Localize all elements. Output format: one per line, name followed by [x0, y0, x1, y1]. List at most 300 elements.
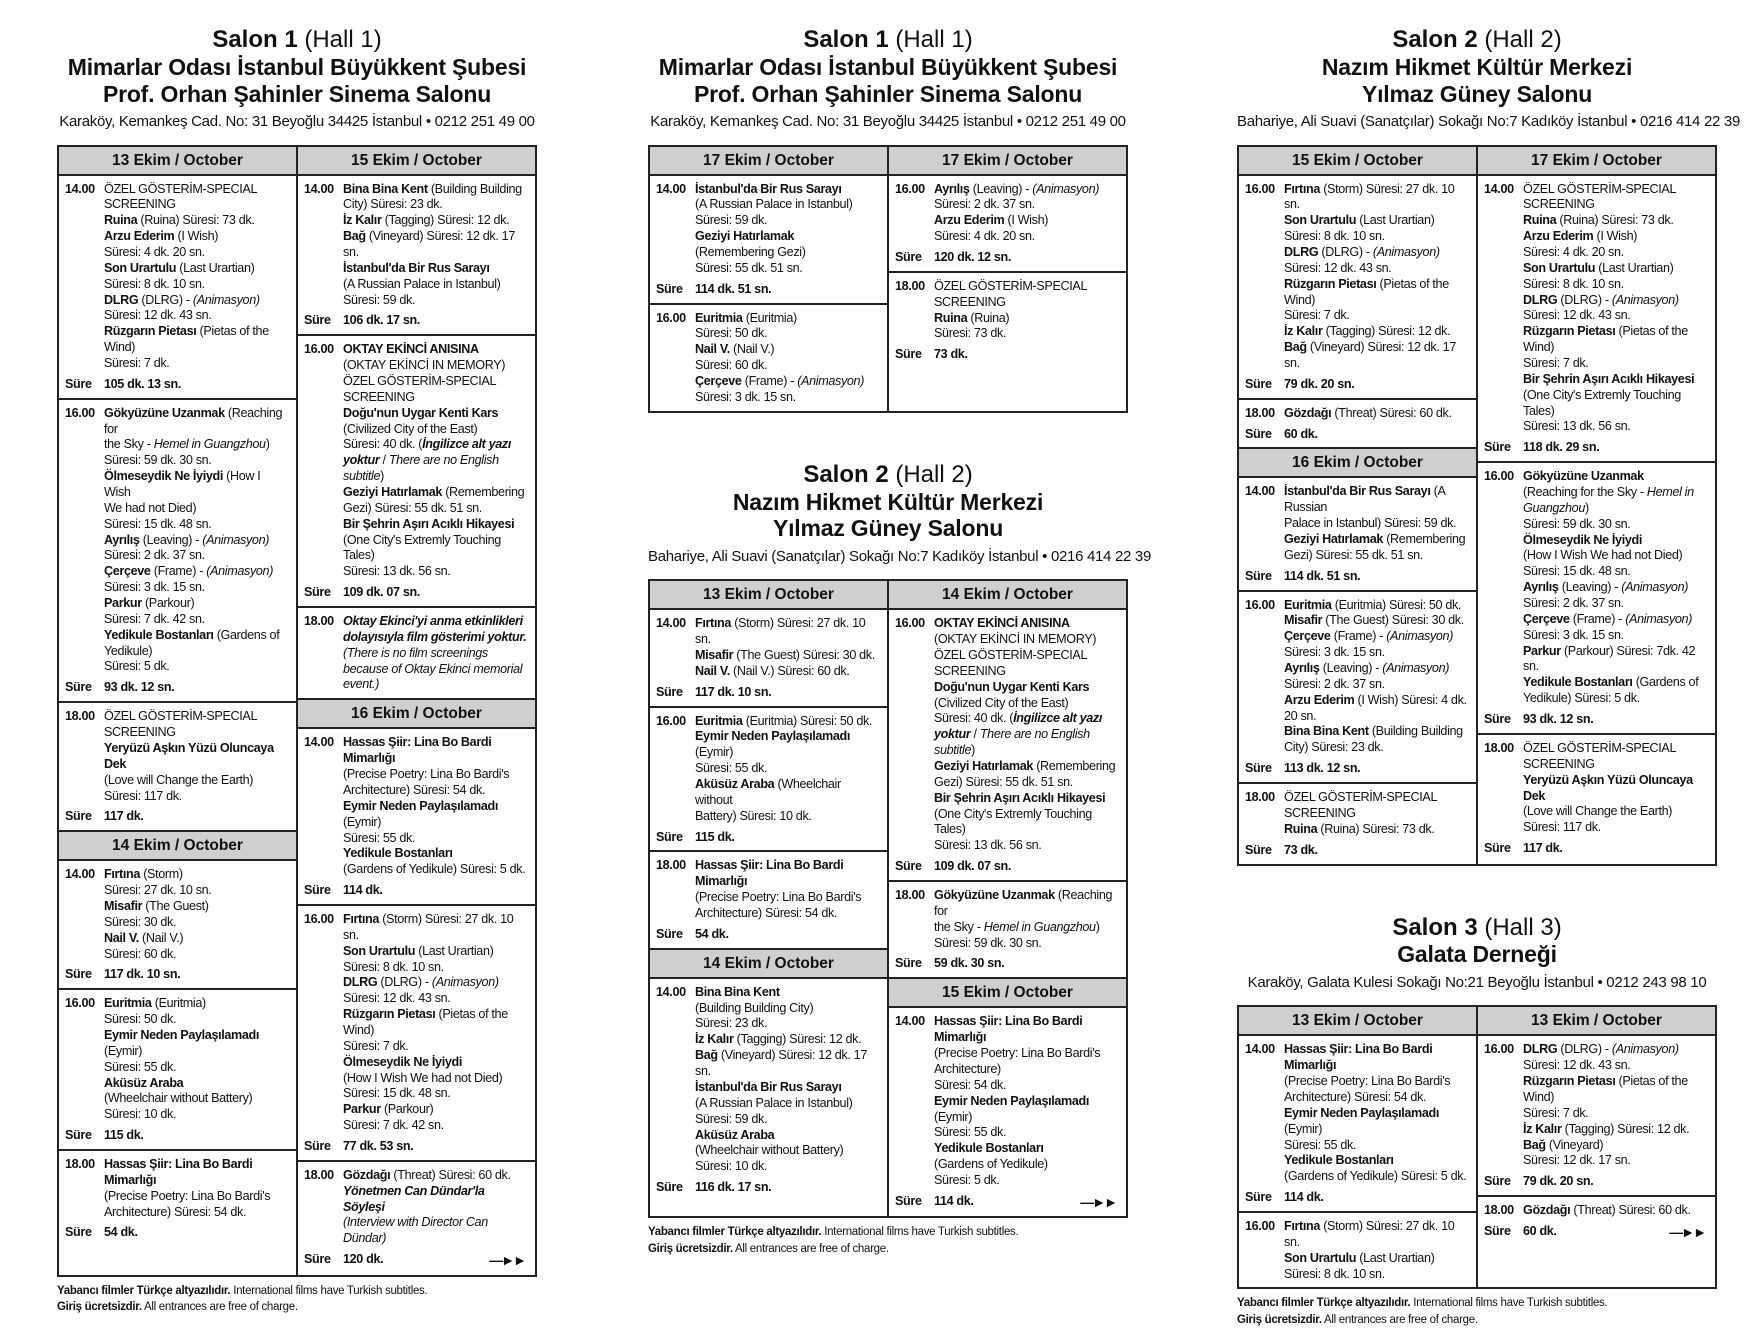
film-line: Süresi: 59 dk. 30 sn. [1523, 516, 1631, 531]
venue-name: Prof. Orhan Şahinler Sinema Salonu [693, 80, 1083, 107]
film-list [343, 342, 529, 580]
film-line: Süresi: 55 dk. [695, 761, 768, 776]
film-line: Yedikule Bostanları (Gardens of [104, 627, 280, 642]
screening-row [304, 1168, 529, 1247]
screening-time: 18.00 [1245, 405, 1275, 420]
total-duration [656, 927, 881, 943]
film-line: SCREENING [1523, 756, 1595, 771]
film-line: Arzu Ederim (I Wish) [934, 213, 1049, 228]
film-line: Yeryüzü Aşkın Yüzü Oluncaya Dek [104, 740, 274, 771]
footer-turkish: Yabancı filmler Türkçe altyazılıdır. [1237, 1297, 1411, 1310]
total-duration [304, 883, 529, 899]
date-header: 13 Ekim / October [1478, 1007, 1715, 1036]
film-line: (Gardens of Yedikule) [934, 1157, 1048, 1172]
screening-slot [1239, 590, 1476, 782]
total-value: 115 dk. [695, 829, 735, 844]
screening-row [1484, 469, 1709, 707]
film-line: Hassas Şiir: Lina Bo Bardi Mimarlığı [695, 858, 844, 889]
footer-note [57, 1283, 537, 1316]
film-line: Süresi: 5 dk. [104, 659, 170, 674]
film-line: Ölmeseydik Ne İyiydi (How I Wish [104, 469, 261, 500]
film-line: Süresi: 7 dk. [104, 356, 170, 371]
total-duration [656, 282, 881, 298]
schedule-column [650, 581, 887, 1216]
film-line: Süresi: 2 dk. 37 sn. [104, 548, 205, 563]
schedule-table [648, 145, 1128, 413]
footer-line [57, 1299, 537, 1316]
film-line: (Wheelchair without Battery) [104, 1091, 253, 1106]
screening-time: 16.00 [65, 996, 95, 1011]
film-line: Ruina (Ruina) Süresi: 73 dk. [1523, 213, 1674, 228]
film-line: Süresi: 8 dk. 10 sn. [1284, 229, 1385, 244]
film-line: Süresi: 23 dk. [695, 1016, 768, 1031]
screening-time: 14.00 [304, 735, 334, 750]
salon-header [648, 460, 1152, 566]
film-line: Gökyüzüne Uzanmak [1523, 469, 1644, 484]
film-line: the Sky - Hemel in Guangzhou) [104, 437, 270, 452]
screening-slot [650, 850, 887, 947]
film-line: Aküsüz Araba [104, 1075, 184, 1090]
film-line: Süresi: 55 dk. [934, 1125, 1007, 1140]
film-line: Süresi: 12 dk. 43 sn. [1523, 308, 1631, 323]
film-line: Süresi: 13 dk. 56 sn. [343, 564, 451, 579]
film-line: Süresi: 12 dk. 43 sn. [343, 991, 451, 1006]
footer-note [1237, 1295, 1717, 1328]
film-line: (Civilized City of the East) [343, 421, 478, 436]
film-list [934, 616, 1120, 854]
film-line: Ayrılış (Leaving) - (Animasyon) [1284, 661, 1450, 676]
film-line: (Love will Change the Earth) [104, 772, 254, 787]
film-line: Bağ (Vineyard) Süresi: 12 dk. 17 sn. [343, 229, 515, 259]
screening-slot [298, 904, 535, 1160]
film-line: Ruina (Ruina) [934, 310, 1010, 325]
film-line: Son Urartulu (Last Urartian) [1523, 260, 1674, 275]
screening-time: 18.00 [1484, 1203, 1514, 1218]
screening-slot [650, 303, 887, 411]
film-line: Süresi: 50 dk. [695, 326, 768, 341]
total-label: Süre [1484, 712, 1511, 727]
total-value: 118 dk. 29 sn. [1523, 440, 1600, 455]
film-line: Gezi) Süresi: 55 dk. 51 sn. [1284, 547, 1423, 562]
screening-slot [889, 610, 1126, 880]
film-line: Süresi: 2 dk. 37 sn. [1523, 596, 1624, 611]
schedule-column [1476, 147, 1715, 864]
total-value: 79 dk. 20 sn. [1523, 1174, 1594, 1189]
film-line: Nail V. (Nail V.) Süresi: 60 dk. [695, 663, 850, 678]
film-line: Gözdağı (Threat) Süresi: 60 dk. [1284, 405, 1452, 420]
total-duration [1245, 427, 1470, 443]
film-line: İstanbul'da Bir Rus Sarayı [343, 260, 490, 275]
film-line: (Precise Poetry: Lina Bo Bardi's [934, 1046, 1101, 1061]
screening-row [65, 182, 290, 372]
total-value: 93 dk. 12 sn. [104, 680, 175, 695]
film-line: (There is no film screenings [343, 645, 488, 660]
film-list [343, 912, 529, 1134]
film-list [1523, 469, 1709, 707]
film-line: Architecture) [934, 1061, 1001, 1076]
total-label: Süre [65, 967, 92, 982]
screening-time: 18.00 [1484, 740, 1514, 755]
film-line: yoktur / There are no English subtitle) [934, 727, 1090, 758]
film-line: İz Kalır (Tagging) Süresi: 12 dk. [343, 213, 510, 228]
film-line: (Precise Poetry: Lina Bo Bardi's [695, 890, 862, 905]
film-list [695, 616, 881, 679]
screening-time: 18.00 [656, 858, 686, 873]
footer-english: International films have Turkish subtitles. [1413, 1297, 1608, 1310]
film-line: ÖZEL GÖSTERİM-SPECIAL [934, 278, 1088, 293]
salon-header [1237, 26, 1741, 131]
film-list [1284, 790, 1470, 838]
film-line: DLRG (DLRG) - (Animasyon) [1523, 292, 1679, 307]
venue-name: Mimarlar Odası İstanbul Büyükkent Şubesi [658, 53, 1118, 80]
film-line: İz Kalır (Tagging) Süresi: 12 dk. [1523, 1121, 1690, 1136]
film-line: Guangzhou) [1523, 500, 1589, 515]
total-value: 114 dk. [1284, 1190, 1324, 1205]
film-line: SCREENING [104, 725, 176, 740]
total-label: Süre [656, 926, 683, 941]
screening-row [656, 714, 881, 825]
film-line: because of Oktay Ekinci memorial [343, 661, 523, 676]
schedule-table [1237, 1005, 1717, 1289]
film-list [104, 709, 290, 804]
total-duration [304, 585, 529, 601]
film-list [1284, 182, 1470, 372]
film-list [1523, 741, 1709, 836]
screening-time: 18.00 [895, 278, 925, 293]
film-line: İstanbul'da Bir Rus Sarayı [695, 181, 842, 196]
film-line: Süresi: 2 dk. 37 sn. [934, 197, 1035, 212]
total-label: Süre [656, 1180, 683, 1195]
film-line: Süresi: 4 dk. 20 sn. [1523, 245, 1624, 259]
film-line: Süresi: 2 dk. 37 sn. [1284, 676, 1385, 691]
screening-row [1484, 182, 1709, 436]
total-value: 54 dk. [695, 926, 729, 941]
film-line: (A Russian Palace in Istanbul) [695, 1095, 853, 1110]
total-label: Süre [1245, 842, 1272, 857]
schedule-column [59, 147, 296, 1275]
screening-time: 14.00 [304, 181, 334, 196]
screening-row [895, 279, 1120, 342]
film-line: Bina Bina Kent (Building Building [1284, 724, 1463, 739]
film-line: Bağ (Vineyard) Süresi: 12 dk. 17 sn. [695, 1048, 867, 1079]
salon-title [648, 461, 1128, 489]
film-line: Süresi: 60 dk. [695, 358, 768, 373]
date-header: 14 Ekim / October [650, 948, 887, 979]
salon-title [1237, 914, 1717, 942]
total-duration [1484, 440, 1709, 456]
film-line: Bir Şehrin Aşırı Acıklı Hikayesi [934, 790, 1106, 805]
film-line: (One City's Extremly Touching Tales) [343, 532, 501, 563]
film-line: İstanbul'da Bir Rus Sarayı (A Russian [1284, 484, 1445, 515]
total-value: 117 dk. 10 sn. [104, 967, 181, 982]
screening-time: 16.00 [656, 310, 686, 325]
total-label: Süre [895, 956, 922, 971]
screening-time: 16.00 [304, 911, 334, 926]
screening-row [656, 858, 881, 921]
film-list [934, 1014, 1120, 1188]
footer-english: All entrances are free of charge. [735, 1243, 889, 1256]
film-line: (Precise Poetry: Lina Bo Bardi's [1284, 1074, 1451, 1089]
film-line: (Interview with Director Can Dündar) [343, 1215, 488, 1246]
film-line: Arzu Ederim (I Wish) [104, 229, 219, 244]
film-line: Süresi: 10 dk. [104, 1107, 177, 1122]
salon-number: Salon 3 [1392, 913, 1478, 941]
film-line: Architecture) Süresi: 54 dk. [343, 782, 486, 797]
total-value: 114 dk. [934, 1193, 974, 1208]
film-line: Süresi: 55 dk. [1284, 1137, 1357, 1152]
film-line: (How I Wish We had not Died) [343, 1070, 503, 1085]
film-list [1523, 1042, 1709, 1169]
total-label: Süre [304, 585, 331, 600]
salon-section [57, 26, 537, 1277]
film-line: Gezi) Süresi: 55 dk. 51 sn. [343, 500, 482, 515]
total-label: Süre [1245, 426, 1272, 441]
film-line: Süresi: 15 dk. 48 sn. [1523, 564, 1631, 579]
film-line: Süresi: 59 dk. [695, 213, 768, 228]
schedule-column [887, 147, 1126, 411]
film-line: Süresi: 59 dk. 30 sn. [104, 453, 212, 468]
film-list [104, 867, 290, 962]
film-list [695, 714, 881, 825]
screening-row [895, 1014, 1120, 1188]
film-line: dolayısıyla film gösterimi yoktur. [343, 629, 527, 644]
screening-slot [1239, 176, 1476, 398]
film-line: (Building Building City) [695, 1000, 814, 1015]
screening-slot [59, 988, 296, 1149]
film-line: (OKTAY EKİNCİ IN MEMORY) [343, 358, 506, 373]
screening-time: 18.00 [304, 614, 334, 629]
film-line: City) Süresi: 23 dk. [1284, 740, 1384, 755]
film-line: Parkur (Parkour) [343, 1102, 434, 1117]
date-header: 15 Ekim / October [298, 147, 535, 176]
venue-address: Bahariye, Ali Suavi (Sanatçılar) Sokağı No:7 Kadıköy İstanbul • 0216 414 22 39 [1237, 113, 1741, 131]
film-line: (How I Wish We had not Died) [1523, 548, 1683, 563]
film-list [343, 1168, 529, 1247]
screening-slot [1478, 461, 1715, 733]
film-line: SCREENING [1284, 805, 1356, 820]
film-list [343, 735, 529, 878]
screening-slot [1239, 782, 1476, 863]
screening-row [65, 996, 290, 1123]
film-list [1284, 406, 1470, 422]
total-duration [1484, 841, 1709, 857]
film-line: Süresi: 13 dk. 56 sn. [934, 838, 1042, 853]
total-label: Süre [1245, 761, 1272, 776]
screening-slot [650, 706, 887, 851]
film-line: ÖZEL GÖSTERİM-SPECIAL SCREENING [343, 374, 496, 404]
footer-english: All entrances are free of charge. [1324, 1314, 1478, 1327]
page-panel-3 [1237, 26, 1741, 1329]
footer-line [1237, 1312, 1717, 1329]
film-line: Rüzgarın Pietası (Pietas of the Wind) [104, 324, 269, 355]
film-line: Son Urartulu (Last Urartian) [1284, 213, 1435, 228]
total-duration [65, 1225, 290, 1241]
total-value: 109 dk. 07 sn. [934, 859, 1012, 874]
total-duration [304, 1252, 529, 1270]
film-line: (Precise Poetry: Lina Bo Bardi's [343, 767, 510, 782]
film-line: Yedikule Bostanları (Gardens of [1523, 675, 1699, 690]
screening-time: 18.00 [895, 888, 925, 903]
film-list [1523, 1203, 1709, 1219]
schedule-column [650, 147, 887, 411]
film-line: Yedikule) [104, 643, 153, 658]
film-line: (Wheelchair without Battery) [695, 1143, 844, 1158]
total-duration [1245, 843, 1470, 859]
film-line: ÖZEL GÖSTERİM-SPECIAL [104, 181, 258, 196]
total-duration [1484, 1224, 1709, 1242]
film-line: Misafir (The Guest) [104, 898, 209, 913]
film-line: Süresi: 8 dk. 10 sn. [1523, 276, 1624, 291]
film-line: Bağ (Vineyard) Süresi: 12 dk. 17 sn. [1284, 340, 1456, 371]
total-label: Süre [656, 281, 683, 296]
film-list [1284, 1042, 1470, 1185]
film-line: (Gardens of Yedikule) Süresi: 5 dk. [343, 862, 526, 877]
film-line: Ruina (Ruina) Süresi: 73 dk. [104, 213, 255, 228]
screening-row [1245, 1042, 1470, 1185]
total-label: Süre [895, 1193, 922, 1208]
film-line: Süresi: 8 dk. 10 sn. [1284, 1266, 1385, 1281]
film-line: Aküsüz Araba [695, 1127, 775, 1142]
film-line: Nail V. (Nail V.) [104, 930, 184, 945]
screening-time: 16.00 [1245, 597, 1275, 612]
film-line: Süresi: 7 dk. 42 sn. [343, 1118, 444, 1133]
film-line: Ölmeseydik Ne İyiydi [1523, 532, 1642, 547]
hall-label: (Hall 2) [895, 460, 973, 488]
screening-row [895, 888, 1120, 951]
date-header: 14 Ekim / October [889, 581, 1126, 610]
total-duration [1245, 761, 1470, 777]
film-line: Gezi) Süresi: 55 dk. 51 sn. [934, 774, 1073, 789]
total-duration [895, 859, 1120, 875]
film-line: Parkur (Parkour) [104, 596, 195, 611]
film-list [1284, 484, 1470, 563]
film-line: We had not Died) [104, 500, 197, 515]
film-line: DLRG (DLRG) - (Animasyon) [1523, 1042, 1679, 1057]
screening-time: 16.00 [656, 713, 686, 728]
film-list [695, 311, 881, 406]
total-duration [1245, 569, 1470, 585]
film-line: Süresi: 10 dk. [695, 1159, 768, 1174]
film-line: Fırtına (Storm) [104, 867, 183, 882]
film-line: Süresi: 59 dk. [343, 292, 416, 307]
venue-name: Nazım Hikmet Kültür Merkezi [1321, 53, 1633, 80]
film-line: Süresi: 55 dk. 51 sn. [695, 260, 803, 275]
total-label: Süre [65, 1225, 92, 1240]
film-list [934, 279, 1120, 342]
total-duration [895, 1194, 1120, 1212]
venue-name: Prof. Orhan Şahinler Sinema Salonu [102, 80, 492, 107]
venue-name: Galata Derneği [1397, 941, 1557, 968]
footer-turkish: Yabancı filmler Türkçe altyazılıdır. [648, 1226, 822, 1239]
footer-note [648, 1224, 1128, 1257]
film-line: Süresi: 55 dk. [343, 830, 416, 845]
film-line: City) Süresi: 23 dk. [343, 197, 443, 212]
film-line: Son Urartulu (Last Urartian) [1284, 1250, 1435, 1265]
screening-slot [59, 1149, 296, 1275]
total-value: 117 dk. [1523, 841, 1563, 856]
page-panel-1 [57, 26, 537, 1316]
total-value: 120 dk. 12 sn. [934, 250, 1012, 264]
film-line: Ayrılış (Leaving) - (Animasyon) [1523, 580, 1689, 595]
total-value: 114 dk. 51 sn. [1284, 568, 1361, 583]
film-line: DLRG (DLRG) - (Animasyon) [104, 292, 260, 307]
date-header: 16 Ekim / October [298, 698, 535, 729]
salon-header [57, 26, 537, 131]
film-line: (OKTAY EKİNCİ IN MEMORY) [934, 632, 1097, 647]
total-value: 73 dk. [934, 347, 968, 362]
film-line: Süresi: 59 dk. [695, 1111, 768, 1126]
schedule-table [57, 145, 537, 1277]
total-label: Süre [304, 1138, 331, 1153]
footer-line [648, 1224, 1128, 1241]
film-line: Geziyi Hatırlamak (Remembering [1284, 532, 1466, 547]
film-line: Yedikule) Süresi: 5 dk. [1523, 691, 1640, 706]
salon-number: Salon 1 [803, 26, 889, 53]
film-line: Süresi: 117 dk. [104, 788, 182, 803]
date-header: 17 Ekim / October [650, 147, 887, 176]
footer-turkish: Giriş ücretsizdir. [648, 1243, 733, 1256]
footer-english: International films have Turkish subtitles. [233, 1284, 428, 1297]
film-line: DLRG (DLRG) - (Animasyon) [1284, 245, 1440, 259]
film-line: Süresi: 12 dk. 43 sn. [104, 308, 212, 323]
film-line: the Sky - Hemel in Guangzhou) [934, 919, 1100, 934]
screening-row [65, 406, 290, 676]
screening-time: 16.00 [1484, 469, 1514, 484]
total-label: Süre [65, 1128, 92, 1143]
footer-line [648, 1241, 1128, 1258]
screening-slot [1239, 398, 1476, 448]
footer-english: International films have Turkish subtitles. [824, 1226, 1019, 1239]
screening-slot [650, 176, 887, 303]
total-duration [304, 313, 529, 329]
screening-row [656, 985, 881, 1175]
total-label: Süre [1484, 841, 1511, 856]
date-header: 16 Ekim / October [1239, 447, 1476, 478]
screening-row [1245, 1219, 1470, 1282]
film-line: ÖZEL GÖSTERİM-SPECIAL [1523, 740, 1677, 755]
screening-row [1484, 1203, 1709, 1219]
total-value: 93 dk. 12 sn. [1523, 712, 1594, 727]
film-line: Son Urartulu (Last Urartian) [343, 943, 494, 958]
total-duration [1484, 712, 1709, 728]
film-list [343, 614, 529, 693]
film-line: (A Russian Palace in Istanbul) [695, 197, 853, 212]
date-header: 13 Ekim / October [650, 581, 887, 610]
screening-time: 14.00 [656, 616, 686, 631]
screening-slot [298, 606, 535, 698]
film-line: Rüzgarın Pietası (Pietas of the Wind) [1523, 324, 1688, 355]
film-line: Eymir Neden Paylaşılamadı (Eymir) [934, 1093, 1090, 1124]
total-label: Süre [656, 829, 683, 844]
film-line: Süresi: 40 dk. (İngilizce alt yazı [934, 711, 1102, 726]
total-duration [895, 347, 1120, 363]
film-line: Süresi: 4 dk. 20 sn. [104, 245, 205, 259]
screening-row [656, 616, 881, 679]
screening-row [1245, 406, 1470, 422]
film-line: SCREENING [1523, 197, 1595, 212]
salon-title [57, 26, 537, 54]
total-label: Süre [895, 859, 922, 874]
salon-number: Salon 2 [1392, 26, 1478, 53]
venue-name: Nazım Hikmet Kültür Merkezi [732, 488, 1044, 515]
film-line: Nail V. (Nail V.) [695, 342, 775, 357]
total-value: 116 dk. 17 sn. [695, 1180, 772, 1195]
venue-address: Bahariye, Ali Suavi (Sanatçılar) Sokağı No:7 Kadıköy İstanbul • 0216 414 22 39 [648, 547, 1152, 565]
screening-row [65, 709, 290, 804]
film-line: Misafir (The Guest) Süresi: 30 dk. [695, 648, 875, 663]
film-line: Eymir Neden Paylaşılamadı (Eymir) [104, 1027, 260, 1058]
salon-header [648, 26, 1128, 131]
